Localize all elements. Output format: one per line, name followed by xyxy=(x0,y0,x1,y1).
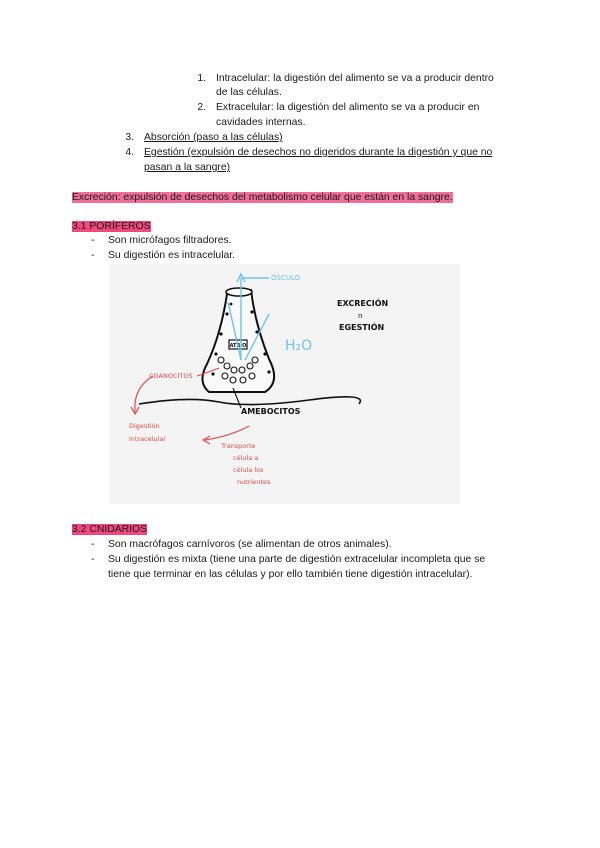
poriferos-heading xyxy=(72,220,151,233)
cnidarios-bullet-1: Son macrófagos carnívoros (se alimentan de otros animales). xyxy=(108,539,392,550)
transporte-label-4: nutrientes xyxy=(237,478,271,486)
excrecion-definition xyxy=(72,191,453,204)
poriferos-heading-text: 3.1 PORÍFEROS xyxy=(72,221,151,232)
bullet-dash: - xyxy=(91,554,95,565)
cnidarios-bullet-2a: Su digestión es mixta (tiene una parte de digestión extracelular incompleta que se xyxy=(108,554,486,565)
sponge-diagram xyxy=(109,264,460,504)
intracelular-line2: de las células. xyxy=(216,87,282,98)
transporte-label-1: Transporte xyxy=(221,442,256,450)
atrio-label: ATRIO xyxy=(229,343,247,349)
digestion-label-1: Digestión xyxy=(129,422,160,430)
list-number-3: 3. xyxy=(125,132,134,143)
list-number-4: 4. xyxy=(125,147,134,158)
absorcion-text: Absorción (paso a las células) xyxy=(144,132,283,143)
poriferos-bullet-1: Son micrófagos filtradores. xyxy=(108,235,232,246)
egestion-title: EGESTIÓN xyxy=(339,323,385,332)
digestion-arrow xyxy=(135,376,153,412)
coanocitos-label: COANOCITOS xyxy=(149,372,193,380)
list-number-1: 1. xyxy=(197,73,206,84)
osculo-label: ÓSCULO xyxy=(271,274,301,282)
h2o-label: H₂O xyxy=(285,338,313,354)
n-label: n xyxy=(358,312,363,320)
cnidarios-heading xyxy=(72,523,147,536)
bullet-dash: - xyxy=(91,235,95,246)
transporte-label-3: célula los xyxy=(233,466,264,474)
cnidarios-heading-text: 3.2 CNIDARIOS xyxy=(72,524,148,535)
egestion-line2: pasan a la sangre) xyxy=(144,162,231,173)
osculum-opening xyxy=(226,288,252,296)
substrate-line xyxy=(139,397,360,405)
bullet-dash: - xyxy=(91,539,95,550)
extracelular-line1: Extracelular: la digestión del alimento se va a producir en xyxy=(216,102,480,113)
extracelular-line2: cavidades internas. xyxy=(216,117,306,128)
bullet-dash: - xyxy=(91,250,95,261)
excrecion-title: EXCRECIÓN xyxy=(337,299,389,308)
transporte-label-2: célula a xyxy=(233,454,259,462)
cnidarios-bullet-2b: tiene que terminar en las células y por ello también tiene digestión intracelular). xyxy=(108,569,473,580)
list-number-2: 2. xyxy=(197,102,206,113)
transport-arrow xyxy=(205,426,249,440)
digestion-label-2: intracelular xyxy=(129,435,167,443)
amebocitos-label: AMEBOCITOS xyxy=(241,407,301,416)
poriferos-bullet-2: Su digestión es intracelular. xyxy=(108,250,236,261)
egestion-line1: Egestión (expulsión de desechos no digeridos durante la digestión y que no xyxy=(144,147,493,158)
excrecion-definition-text: Excreción: expulsión de desechos del metabolismo celular que están en la sangre. xyxy=(72,192,453,203)
intracelular-line1: Intracelular: la digestión del alimento se va a producir dentro xyxy=(216,73,494,84)
